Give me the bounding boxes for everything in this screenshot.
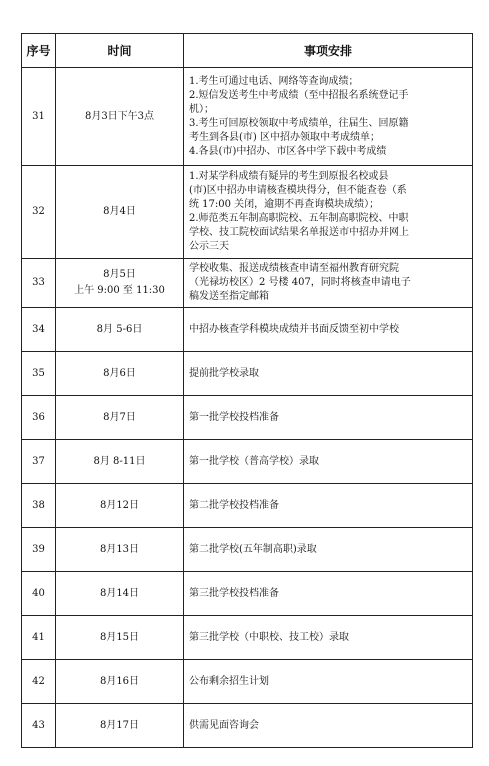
table-row xyxy=(22,440,473,484)
row-time xyxy=(56,166,184,259)
row-number: 37 xyxy=(22,440,56,484)
row-time xyxy=(56,259,184,308)
table-row xyxy=(22,572,473,616)
row-arrangement xyxy=(184,616,473,660)
table-row xyxy=(22,396,473,440)
table-row xyxy=(22,660,473,704)
header-row xyxy=(22,34,473,68)
row-arrangement xyxy=(184,704,473,748)
time-line: 8月 8-11日 xyxy=(93,455,146,467)
row-arrangement xyxy=(184,396,473,440)
table-row xyxy=(22,68,473,166)
arrangement-line: 第二批学校投档准备 xyxy=(189,499,279,511)
arrangement-line: 第一批学校（普高学校）录取 xyxy=(189,455,319,467)
time-line: 上午 9:00 至 11:30 xyxy=(74,285,165,296)
row-time xyxy=(56,308,184,352)
row-number: 32 xyxy=(22,166,56,259)
row-number: 40 xyxy=(22,572,56,616)
time-line: 8月17日 xyxy=(99,719,140,731)
row-time xyxy=(56,660,184,704)
arrangement-line: 稿发送至指定邮箱 xyxy=(189,291,269,302)
arrangement-line: 学校收集、报送成绩核查申请至福州教育研究院 xyxy=(189,263,399,274)
arrangement-line: （光禄坊校区）2 号楼 407，同时将核查申请电子 xyxy=(189,277,411,288)
row-number: 35 xyxy=(22,352,56,396)
row-arrangement xyxy=(184,484,473,528)
row-arrangement xyxy=(184,572,473,616)
row-number: 31 xyxy=(22,68,56,166)
arrangement-line: 1.对某学科成绩有疑异的考生到原报名校或县 xyxy=(189,171,389,182)
schedule-table xyxy=(21,33,473,748)
arrangement-line: 2.师范类五年制高职院校、五年制高职院校、中职 xyxy=(189,213,409,224)
time-line: 8月7日 xyxy=(103,411,136,423)
table-row xyxy=(22,528,473,572)
row-time xyxy=(56,68,184,166)
table-row xyxy=(22,259,473,308)
table-row xyxy=(22,166,473,259)
row-arrangement xyxy=(184,308,473,352)
table-row xyxy=(22,308,473,352)
row-number: 42 xyxy=(22,660,56,704)
arrangement-line: 第三批学校投档准备 xyxy=(189,587,279,599)
time-line: 8月16日 xyxy=(99,675,140,687)
row-number: 43 xyxy=(22,704,56,748)
row-time xyxy=(56,352,184,396)
row-time xyxy=(56,704,184,748)
table-row xyxy=(22,352,473,396)
arrangement-line: 供需见面咨询会 xyxy=(189,719,259,731)
arrangement-line: 1.考生可通过电话、网络等查询成绩； xyxy=(189,75,359,87)
arrangement-line: 中招办核查学科模块成绩并书面反馈至初中学校 xyxy=(189,323,399,335)
arrangement-line: (市)区中招办申请核查模块得分，但不能查卷（系 xyxy=(189,185,407,196)
time-line: 8月12日 xyxy=(99,499,140,511)
time-line: 8月13日 xyxy=(99,543,140,555)
table-row xyxy=(22,704,473,748)
row-number: 39 xyxy=(22,528,56,572)
time-line: 8月 5-6日 xyxy=(96,323,143,335)
row-arrangement xyxy=(184,660,473,704)
row-time xyxy=(56,440,184,484)
row-arrangement xyxy=(184,166,473,259)
row-number: 36 xyxy=(22,396,56,440)
row-arrangement xyxy=(184,352,473,396)
time-line: 8月4日 xyxy=(103,206,136,217)
arrangement-line: 学校、技工院校面试结果名单报送市中招办并网上 xyxy=(189,227,409,238)
arrangement-line: 统 17:00 关闭，逾期不再查询模块成绩）； xyxy=(189,199,380,210)
row-number: 38 xyxy=(22,484,56,528)
row-time xyxy=(56,616,184,660)
arrangement-line: 考生到各县(市) 区中招办领取中考成绩单； xyxy=(189,131,380,143)
row-time xyxy=(56,572,184,616)
row-time xyxy=(56,484,184,528)
time-line: 8月5日 xyxy=(103,269,136,280)
row-number: 33 xyxy=(22,259,56,308)
header-number: 序号 xyxy=(22,34,56,68)
table-row xyxy=(22,616,473,660)
row-arrangement xyxy=(184,259,473,308)
arrangement-line: 4.各县(市)中招办、市区各中学下载中考成绩 xyxy=(189,145,387,157)
time-line: 8月15日 xyxy=(99,631,140,643)
header-time: 时间 xyxy=(56,34,184,68)
header-arrangement: 事项安排 xyxy=(184,34,473,68)
arrangement-line: 第一批学校投档准备 xyxy=(189,411,279,423)
table-row xyxy=(22,484,473,528)
arrangement-line: 2.短信发送考生中考成绩（至中招报名系统登记手 xyxy=(189,89,409,101)
row-time xyxy=(56,528,184,572)
arrangement-line: 提前批学校录取 xyxy=(189,367,259,379)
row-number: 34 xyxy=(22,308,56,352)
time-line: 8月3日下午3点 xyxy=(84,110,155,122)
time-line: 8月14日 xyxy=(99,587,140,599)
arrangement-line: 第三批学校（中职校、技工校）录取 xyxy=(189,631,349,643)
row-arrangement xyxy=(184,68,473,166)
table-body xyxy=(22,68,473,748)
row-time xyxy=(56,396,184,440)
arrangement-line: 3.考生可回原校领取中考成绩单，往届生、回原籍 xyxy=(189,117,409,129)
arrangement-line: 第二批学校(五年制高职)录取 xyxy=(189,543,317,555)
arrangement-line: 公示三天 xyxy=(189,241,229,252)
row-arrangement xyxy=(184,440,473,484)
arrangement-line: 机）； xyxy=(189,103,214,115)
time-line: 8月6日 xyxy=(103,367,136,379)
row-arrangement xyxy=(184,528,473,572)
row-number: 41 xyxy=(22,616,56,660)
arrangement-line: 公布剩余招生计划 xyxy=(189,675,269,687)
